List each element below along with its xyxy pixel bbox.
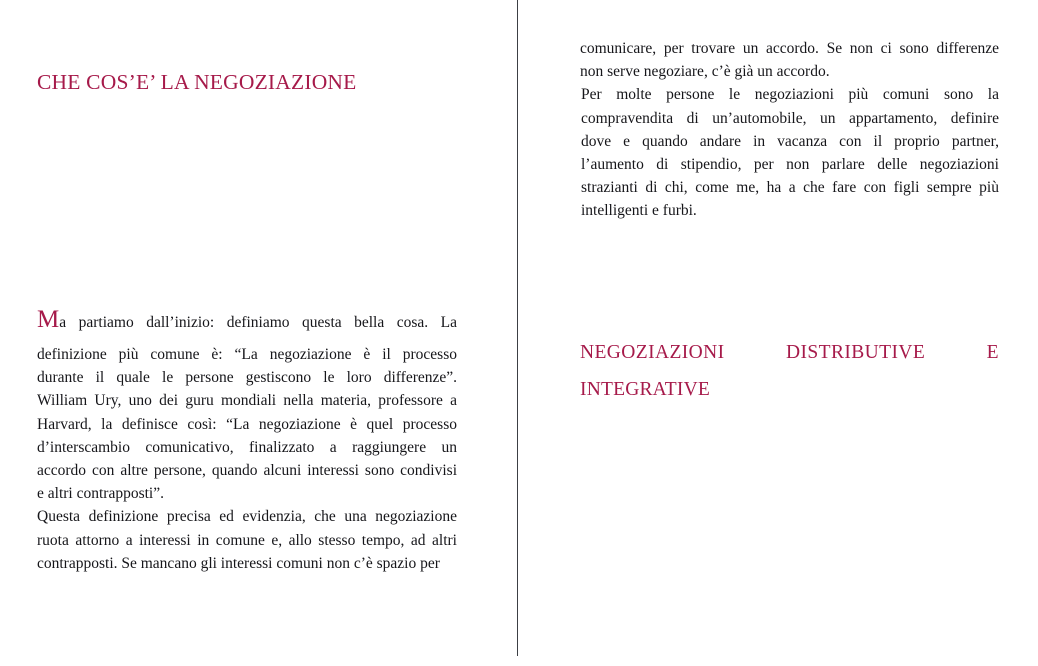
text-line: ruota attorno a interessi in comune e, allo stesso tempo, ad altri — [37, 531, 457, 549]
paragraph-comunicare — [580, 37, 999, 83]
text-line: dove e quando andare in vacanza con il proprio partner, — [581, 132, 999, 150]
text-line: durante il quale le persone gestiscono le loro differenze”. — [37, 369, 457, 387]
text-line: William Ury, uno dei guru mondiali nella materia, professore a — [37, 392, 457, 410]
paragraph-opening-text: a partiamo dall’inizio: definiamo questa bella cosa. La — [59, 314, 457, 331]
text-line: Questa definizione precisa ed evidenzia, che una negoziazione — [37, 508, 457, 526]
text-line: non serve negoziare, c’è già un accordo. — [580, 63, 830, 81]
heading-negoziazioni-distributive-e-integrative — [580, 334, 999, 408]
heading-line-2: INTEGRATIVE — [580, 379, 711, 400]
paragraph-per-molte-persone — [580, 83, 999, 222]
text-line: intelligenti e furbi. — [581, 202, 697, 220]
page-gutter-divider — [517, 0, 518, 656]
drop-cap-letter: M — [37, 306, 60, 333]
heading-line-1: NEGOZIAZIONI DISTRIBUTIVE E — [580, 342, 999, 363]
left-page-body — [37, 303, 457, 575]
text-line: accordo con altre persone, quando alcuni interessi sono condivisi — [37, 462, 457, 480]
text-line: contrapposti. Se mancano gli interessi comuni non c’è spazio per — [37, 554, 440, 572]
text-line: definizione più comune è: “La negoziazione è il processo — [37, 346, 457, 363]
paragraph-definizione — [37, 343, 457, 505]
right-page-body — [580, 37, 999, 223]
text-line: Harvard, la definisce così: “La negoziazione è quel processo — [37, 415, 457, 433]
paragraph-questa-definizione — [37, 505, 457, 575]
text-line: e altri contrapposti”. — [37, 485, 164, 503]
right-page — [580, 0, 999, 666]
text-line: compravendita di un’automobile, un appartamento, definire — [581, 109, 999, 127]
text-line: comunicare, per trovare un accordo. Se non ci sono differenze — [580, 40, 999, 57]
text-line: d’interscambio comunicativo, finalizzato a raggiungere un — [37, 438, 457, 456]
heading-che-cose-la-negoziazione: CHE COS’E’ LA NEGOZIAZIONE — [37, 70, 357, 94]
paragraph-opening-dropcap — [37, 303, 457, 343]
text-line: strazianti di chi, come me, ha a che fare con figli sempre più — [581, 179, 999, 197]
left-page — [37, 0, 457, 666]
text-line: l’aumento di stipendio, per non parlare delle negoziazioni — [581, 156, 999, 174]
text-line: Per molte persone le negoziazioni più comuni sono la — [581, 86, 999, 104]
